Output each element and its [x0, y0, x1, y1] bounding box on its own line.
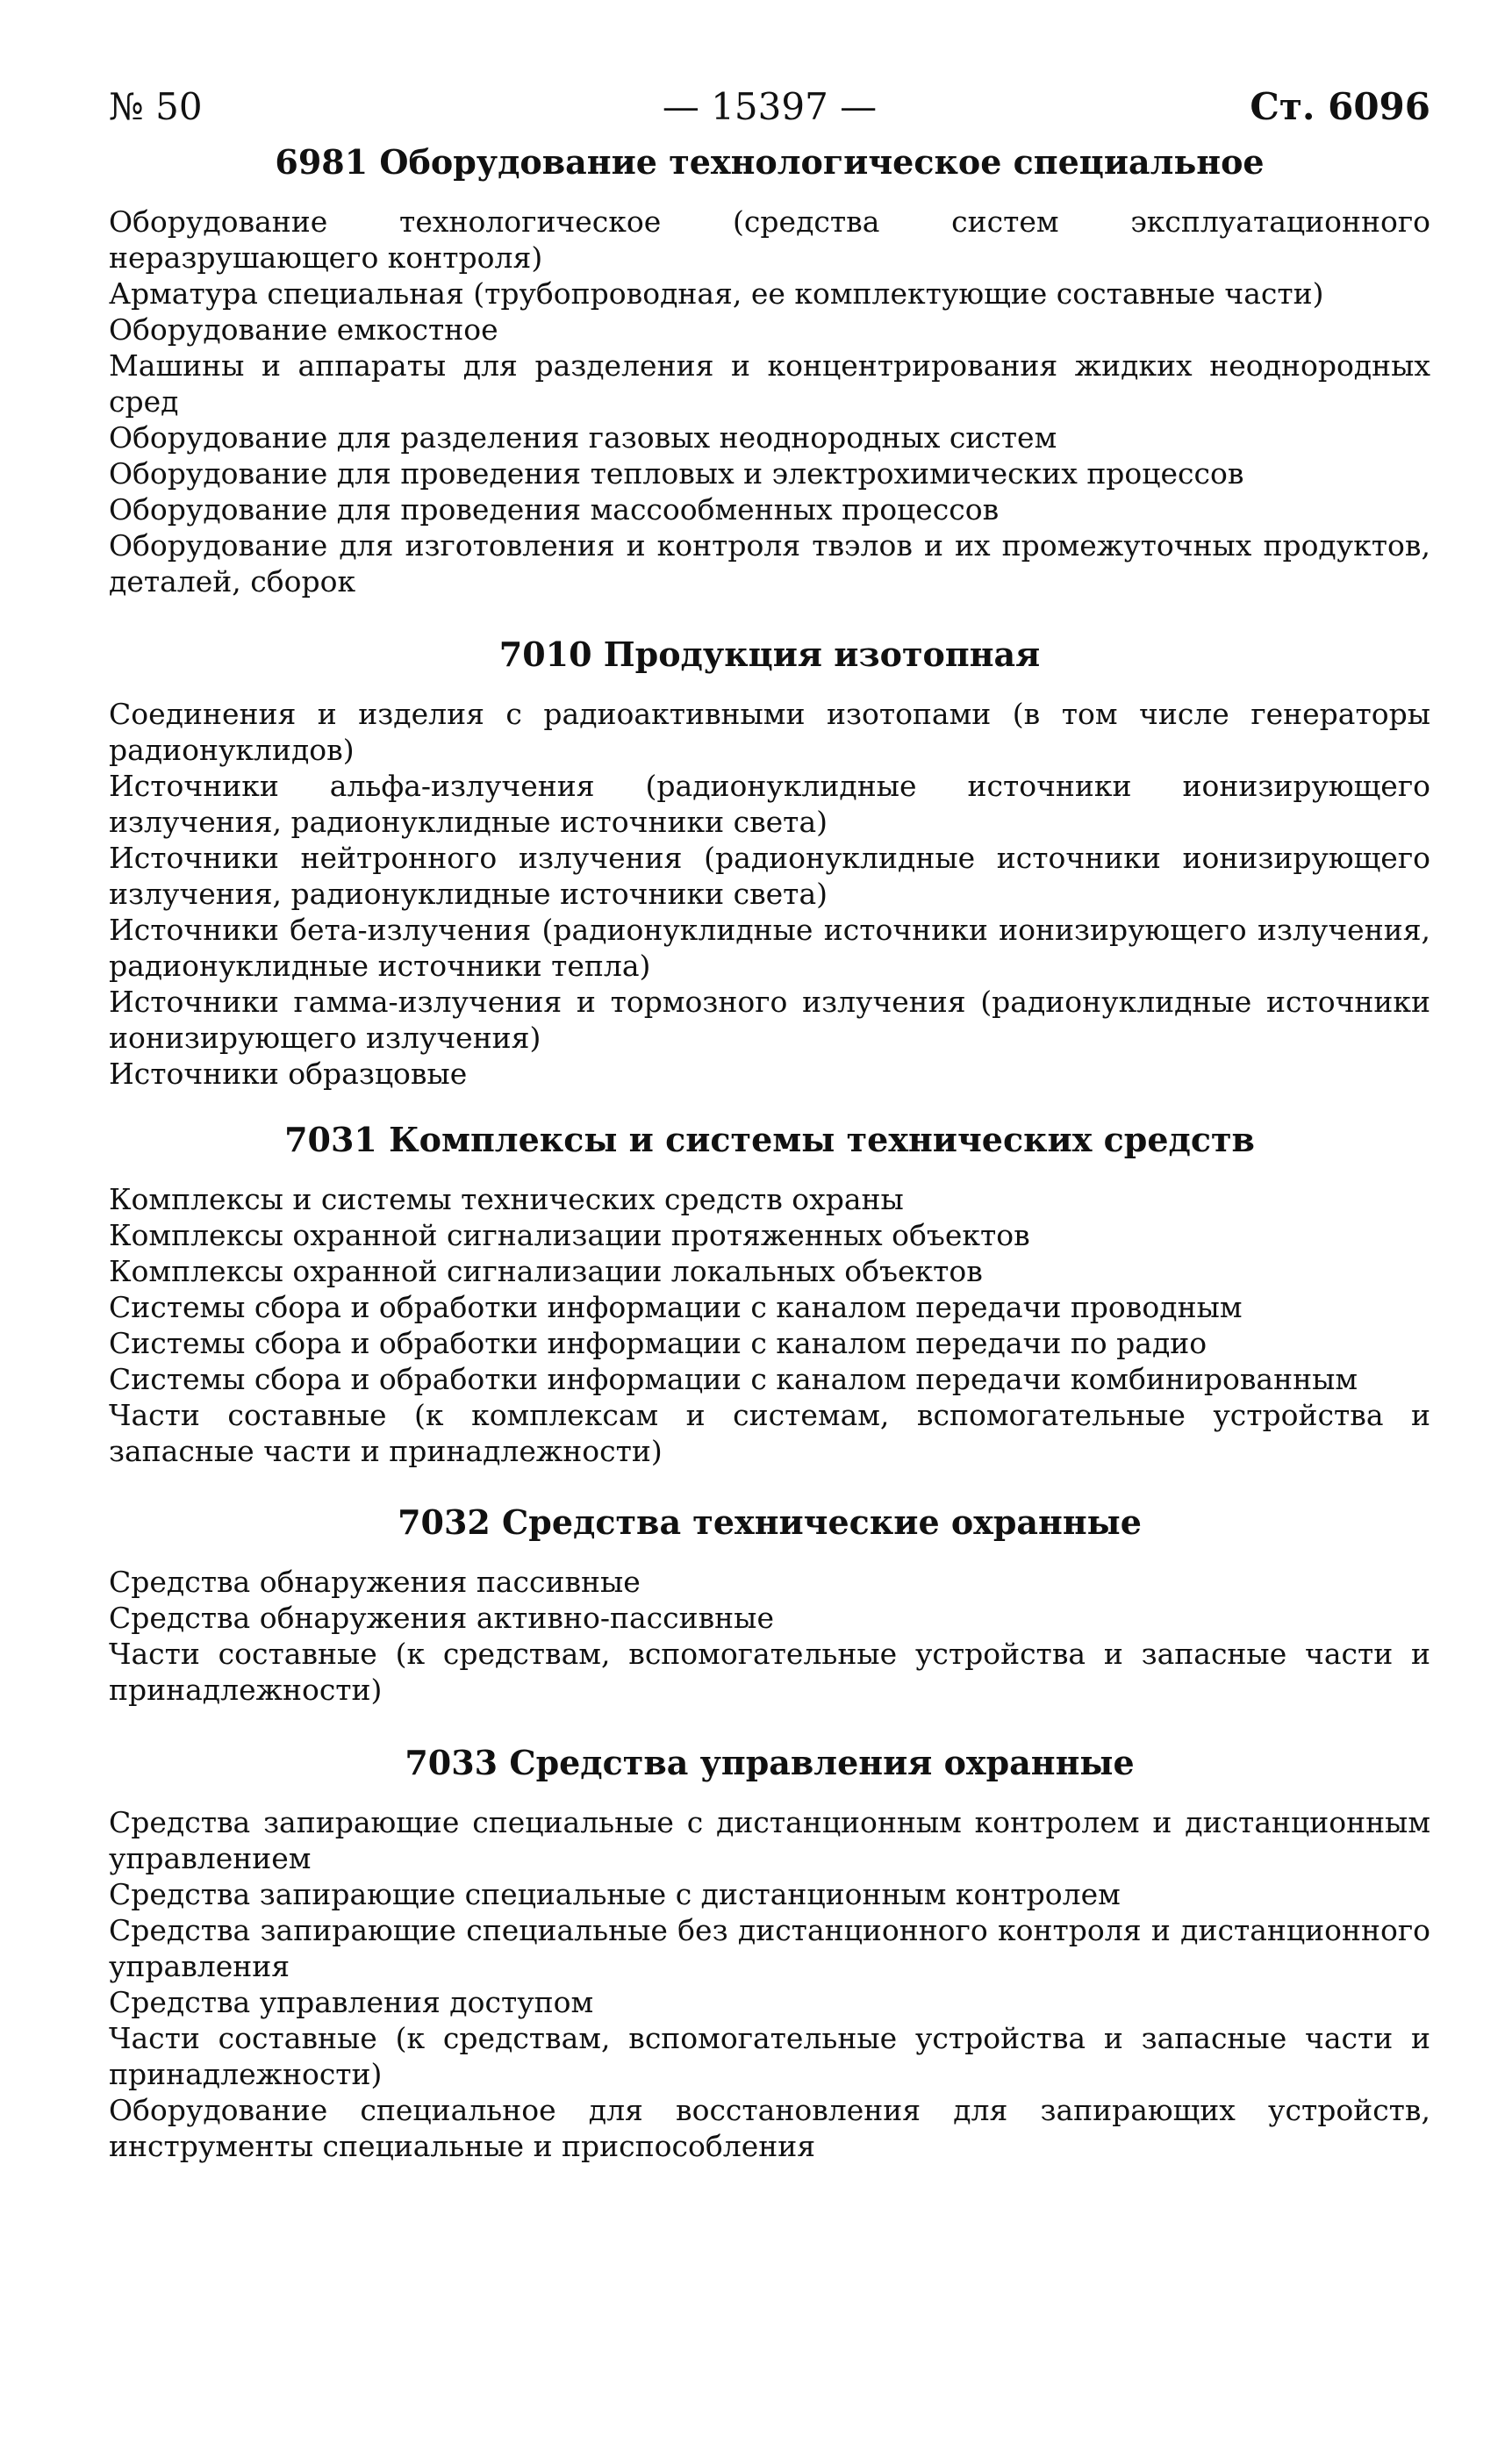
list-item: Средства обнаружения пассивные [109, 1565, 641, 1599]
list-item: Арматура специальная (трубопроводная, ее комплектующие составные части) [109, 276, 1324, 311]
section-items [109, 204, 1430, 599]
list-item: Комплексы охранной сигнализации протяженных объектов [109, 1218, 1030, 1252]
list-item: Источники нейтронного излучения (радионуклидные источники ионизирующего излучения, радионуклидные источники света) [109, 841, 1430, 911]
list-item: Средства управления доступом [109, 1985, 594, 2019]
list-item: Системы сбора и обработки информации с каналом передачи комбинированным [109, 1362, 1358, 1396]
section-items [109, 1181, 1430, 1469]
issue-number: № 50 [109, 85, 203, 128]
section-7031 [109, 1118, 1430, 1469]
section-7033 [109, 1741, 1430, 2164]
running-header [109, 81, 1430, 133]
list-item: Оборудование для изготовления и контроля твэлов и их промежуточных продуктов, деталей, сборок [109, 528, 1430, 598]
list-item: Средства обнаружения активно-пассивные [109, 1601, 774, 1635]
list-item: Части составные (к средствам, вспомогательные устройства и запасные части и принадлежности) [109, 2021, 1430, 2091]
page-number: — 15397 — [662, 85, 878, 128]
list-item: Оборудование специальное для восстановления для запирающих устройств, инструменты специальные и приспособления [109, 2093, 1430, 2163]
section-title: 7031 Комплексы и системы технических средств [284, 1120, 1255, 1159]
list-item: Оборудование для проведения массообменных процессов [109, 492, 1000, 527]
section-items [109, 696, 1430, 1092]
list-item: Части составные (к комплексам и системам, вспомогательные устройства и запасные части и принадлежности) [109, 1398, 1430, 1468]
list-item: Источники образцовые [109, 1057, 468, 1091]
list-item: Машины и аппараты для разделения и концентрирования жидких неоднородных сред [109, 348, 1430, 419]
list-item: Комплексы охранной сигнализации локальных объектов [109, 1254, 983, 1288]
list-item: Оборудование для проведения тепловых и электрохимических процессов [109, 456, 1244, 491]
list-item: Части составные (к средствам, вспомогательные устройства и запасные части и принадлежности) [109, 1637, 1430, 1707]
list-item: Источники гамма-излучения и тормозного излучения (радионуклидные источники ионизирующего излучения) [109, 985, 1430, 1055]
section-title: 7010 Продукция изотопная [498, 634, 1041, 674]
list-item: Средства запирающие специальные без дистанционного контроля и дистанционного управления [109, 1913, 1430, 1983]
list-item: Оборудование для разделения газовых неоднородных систем [109, 420, 1057, 455]
section-title: 7032 Средства технические охранные [398, 1502, 1142, 1542]
list-item: Системы сбора и обработки информации с каналом передачи по радио [109, 1326, 1207, 1360]
list-item: Источники бета-излучения (радионуклидные источники ионизирующего излучения, радионуклидные источники тепла) [109, 913, 1430, 983]
list-item: Комплексы и системы технических средств охраны [109, 1182, 904, 1216]
list-item: Средства запирающие специальные с дистанционным контролем и дистанционным управлением [109, 1805, 1430, 1875]
section-items [109, 1564, 1430, 1708]
section-title: 7033 Средства управления охранные [405, 1743, 1135, 1782]
list-item: Средства запирающие специальные с дистанционным контролем [109, 1877, 1121, 1911]
list-item: Соединения и изделия с радиоактивными изотопами (в том числе генераторы радионуклидов) [109, 697, 1430, 767]
list-item: Источники альфа-излучения (радионуклидные источники ионизирующего излучения, радионуклидные источники света) [109, 769, 1430, 839]
list-item: Системы сбора и обработки информации с каналом передачи проводным [109, 1290, 1243, 1324]
section-title: 6981 Оборудование технологическое специальное [275, 142, 1265, 182]
section-7032 [109, 1501, 1430, 1708]
document-page [109, 81, 1430, 2164]
list-item: Оборудование емкостное [109, 312, 498, 347]
section-7010 [109, 633, 1430, 1092]
section-items [109, 1804, 1430, 2164]
list-item: Оборудование технологическое (средства систем эксплуатационного неразрушающего контроля) [109, 204, 1430, 275]
article-number: Ст. 6096 [1250, 85, 1430, 128]
section-6981 [109, 140, 1430, 599]
